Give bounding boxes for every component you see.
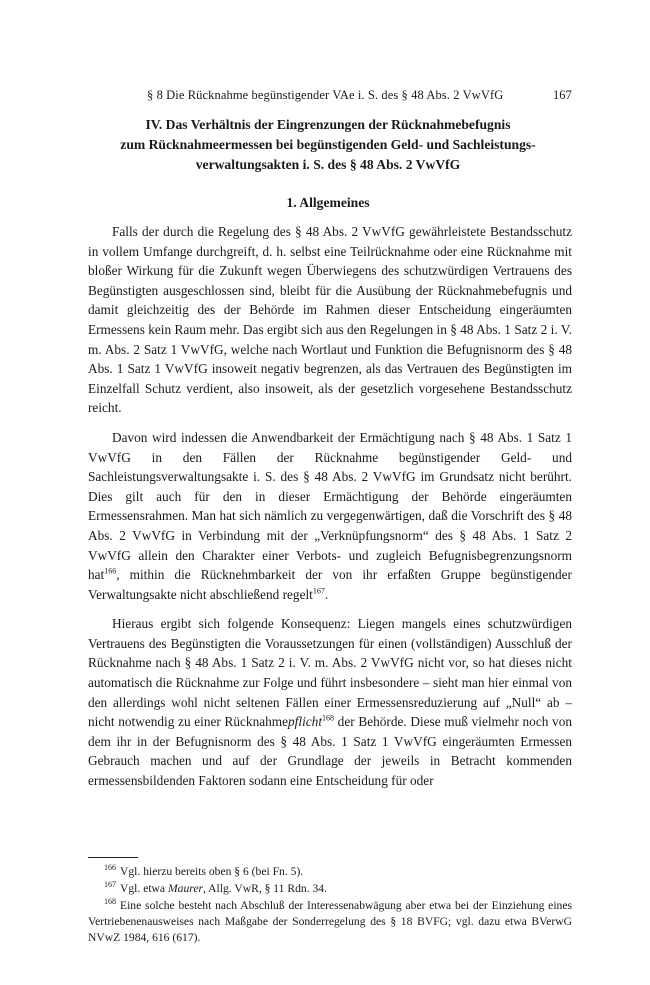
- body-text: [88, 222, 572, 801]
- footnote-ref-167: 167: [312, 586, 325, 596]
- paragraph-2: [88, 428, 572, 604]
- paragraph-1: Falls der durch die Regelung des § 48 Abs. 2 VwVfG gewährleistete Bestandsschutz in vollem Umfange durchgreift, d. h. selbst eine Teilrücknahme oder eine Rücknahme mit bloßer Wirkung für die Zukunft wegen Überwiegens des schutzwürdigen Vertrauens des Begünstigten ausgeschlossen sind, bleibt für die Ausübung der Rücknahmebefugnis und damit gleichzeitig des der Behörde im Rahmen dieser Entscheidung eingeräumten Ermessens kein Raum mehr. Das ergibt sich aus den Regelungen in § 48 Abs. 1 Satz 2 i. V. m. Abs. 2 Satz 1 VwVfG, welche nach Wortlaut und Funktion die Befugnisnorm des § 48 Abs. 1 Satz 1 VwVfG insoweit negativ begrenzen, als das Vertrauen des Begünstigten im Einzelfall Schutz verdient, also insoweit, als der gesetzlich vorgesehene Bestandsschutz reicht.: [88, 224, 572, 416]
- section-heading-line-1: IV. Das Verhältnis der Eingrenzungen der Rücknahmebefugnis: [145, 117, 511, 132]
- footnote-text-cont: , Allg. VwR, § 11 Rdn. 34.: [202, 882, 327, 895]
- paragraph-3-text-b: der Behörde. Diese muß vielmehr noch von dem ihr in der Befugnisnorm des § 48 Abs. 1 Satz 1 VwVfG eingeräumten Ermessen Gebrauch machen und auf der Grundlage der jeweils in Betracht kommenden ermessensbildenden Faktoren sodann eine Entscheidung für oder: [88, 714, 572, 789]
- paragraph-3-text-a: Hieraus ergibt sich folgende Konsequenz: Liegen mangels eines schutzwürdigen Vertrauens des Begünstigten die Voraussetzungen für einen (vollständigen) Ausschluß der Rücknahme nach § 48 Abs. 1 Satz 2 i. V. m. Abs. 2 VwVfG nicht vor, so hat dieses nicht automatisch die Rücknahme zur Folge und führt insbesondere – sieht man hier einmal von den allerdings wohl nicht seltenen Fällen einer Ermessensreduzierung auf „Null“ ab – nicht notwendig zu einer Rücknahme: [88, 616, 572, 730]
- running-head-title: § 8 Die Rücknahme begünstigender VAe i. S. des § 48 Abs. 2 VwVfG: [147, 88, 504, 102]
- section-heading-line-2: zum Rücknahmeermessen bei begünstigenden Geld- und Sachleistungs-: [120, 137, 536, 152]
- paragraph-2-text-b: , mithin die Rücknehmbarkeit der von ihr erfaßten Gruppe begünstigender Verwaltungsakte nicht abschließend regelt: [88, 567, 572, 602]
- footnote-ref-168: 168: [322, 713, 335, 723]
- footnote-168: [88, 898, 572, 946]
- footnote-text: Eine solche besteht nach Abschluß der Interessenabwägung aber etwa bei der Einziehung eines Vertriebenenausweises nach Maßgabe der Sonderregelung des § 18 BVFG; vgl. dazu etwa BVerwG NVwZ 1984, 616 (617).: [88, 899, 572, 944]
- sub-heading: 1. Allgemeines: [286, 195, 370, 210]
- paragraph-2-text-a: Davon wird indessen die Anwendbarkeit der Ermächtigung nach § 48 Abs. 1 Satz 1 VwVfG in den Fällen der Rücknahme begünstigender Geld- und Sachleistungsverwaltungsakte i. S. des § 48 Abs. 2 VwVfG im Grundsatz nicht berührt. Dies gilt auch für den in dieser Ermächtigung der Behörde eingeräumten Ermessensrahmen. Man hat sich nämlich zu vergegenwärtigen, daß die Vorschrift des § 48 Abs. 2 VwVfG in Verbindung mit der „Verknüpfungsnorm“ des § 48 Abs. 1 Satz 2 VwVfG allein den Charakter einer Verbots- und zugleich Befugnisbegrenzungsnorm hat: [88, 429, 572, 583]
- paragraph-3-emphasis: pflicht: [288, 714, 323, 730]
- footnote-text: Vgl. hierzu bereits oben § 6 (bei Fn. 5).: [120, 865, 304, 878]
- footnote-text: Vgl. etwa: [120, 882, 168, 895]
- footnote-author: Maurer: [167, 882, 203, 895]
- section-heading-line-3: verwaltungsakten i. S. des § 48 Abs. 2 VwVfG: [195, 157, 461, 172]
- paragraph-3: [88, 614, 572, 790]
- footnote-divider: [88, 857, 138, 858]
- footnote-number: 167: [104, 880, 116, 890]
- footnote-number: 166: [104, 863, 116, 873]
- paragraph-2-text-c: .: [324, 586, 329, 602]
- section-heading: [88, 115, 568, 175]
- footnotes: [88, 864, 572, 947]
- page-number: 167: [552, 88, 572, 102]
- footnote-167: [88, 881, 572, 897]
- footnote-number: 168: [104, 897, 116, 907]
- footnote-166: [88, 864, 572, 880]
- footnote-ref-166: 166: [104, 566, 117, 576]
